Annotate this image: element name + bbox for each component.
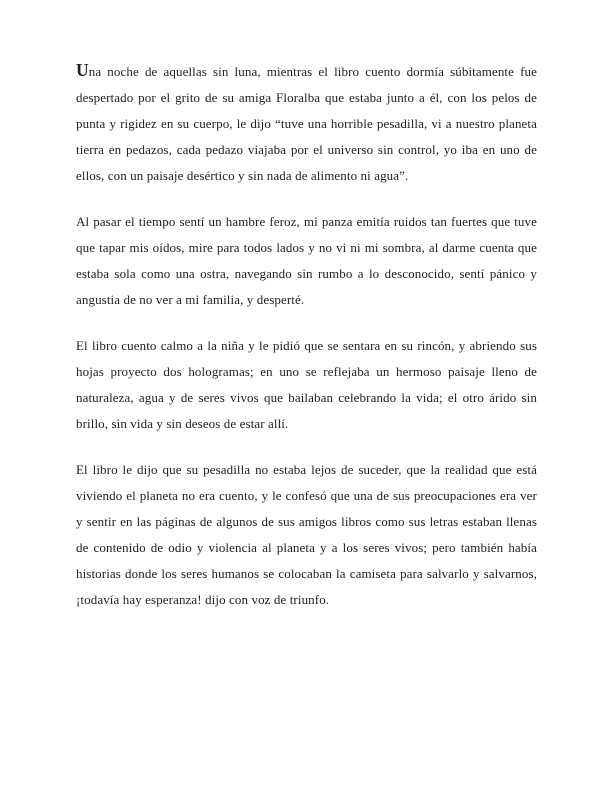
story-paragraph-1: Una noche de aquellas sin luna, mientras el libro cuento dormía súbitamente fue despertado por el grito de su amiga Floralba que estaba junto a él, con los pelos de punta y rigidez en su cuerpo, le dijo “tuve una horrible pesadilla, vi a nuestro planeta tierra en pedazos, cada pedazo viajaba por el universo sin control, yo iba en uno de ellos, con un paisaje desértico y sin nada de alimento ni agua”.	[76, 60, 537, 183]
story-paragraph-4: El libro le dijo que su pesadilla no estaba lejos de suceder, que la realidad que está viviendo el planeta no era cuento, y le confesó que una de sus preocupaciones era ver y sentir en las páginas de algunos de sus amigos libros como sus letras estaban llenas de contenido de odio y violencia al planeta y a los seres vivos; pero también había historias donde los seres humanos se colocaban la camiseta para salvarlo y salvarnos, ¡todavía hay esperanza! dijo con voz de triunfo.	[76, 462, 537, 607]
story-paragraph-3: El libro cuento calmo a la niña y le pidió que se sentara en su rincón, y abriendo sus hojas proyecto dos hologramas; en uno se reflejaba un hermoso paisaje lleno de naturaleza, agua y de seres vivos que bailaban celebrando la vida; el otro árido sin brillo, sin vida y sin deseos de estar allí.	[76, 338, 537, 431]
story-paragraph-2: Al pasar el tiempo sentí un hambre feroz, mi panza emitía ruidos tan fuertes que tuve que tapar mis oídos, mire para todos lados y no vi ni mi sombra, al darme cuenta que estaba sola como una ostra, navegando sin rumbo a lo desconocido, sentí pánico y angustia de no ver a mi familia, y desperté.	[76, 214, 537, 307]
